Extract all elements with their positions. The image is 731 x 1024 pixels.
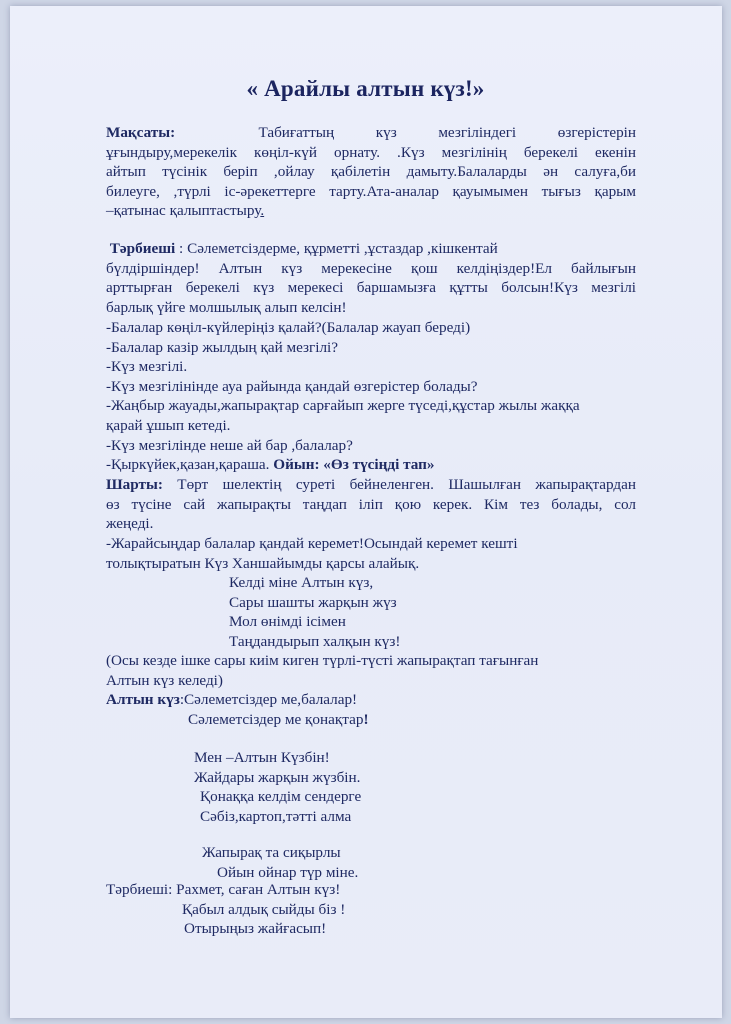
poem-autumn: [194, 748, 361, 826]
autumn-line-2-end: !: [363, 710, 369, 728]
dialogue-section: [106, 318, 636, 475]
poem-welcome-line-1: Келді міне Алтын күз,: [229, 574, 374, 591]
dialogue-line-2: -Балалар казір жылдың қай мезгілі?: [106, 338, 339, 356]
intro-line-3: арттырған берекелі күз мерекесі баршамызға құтты болсын!Күз мезгілі: [106, 279, 636, 297]
goal-line-4: билеуге, ,түрлі іс-әрекеттерге тарту.Ата-аналар қауымымен тығыз қарым: [106, 182, 636, 200]
autumn-line-2: Сәлеметсіздер ме қонақтар: [188, 710, 364, 728]
poem-leaves-line-1: Жапырақ та сиқырлы: [202, 844, 341, 861]
intro-line-2: бүлдіршіндер! Алтын күз мерекесіне қош келдіңіздер!Ел байлығын: [106, 259, 636, 277]
poem-welcome: [229, 573, 400, 651]
closing-line-3: Отырыңыз жайғасып!: [184, 920, 327, 938]
closing-section: [106, 880, 626, 939]
closing-label: Тәрбиеші:: [106, 881, 173, 898]
invite-line-1: -Жарайсыңдар балалар қандай керемет!Осындай керемет кешті: [106, 535, 518, 552]
goal-section: [106, 123, 636, 221]
goal-line-5-end: .: [260, 202, 265, 220]
intro-section: [106, 239, 636, 317]
dialogue-line-1: -Балалар көңіл-күйлеріңіз қалай?(Балалар жауап береді): [106, 319, 471, 336]
dialogue-line-6: қарай ұшып кетеді.: [106, 416, 231, 434]
autumn-label: Алтын күз: [106, 691, 180, 708]
stage-line-2: Алтын күз келеді): [106, 671, 223, 689]
autumn-speech: [106, 690, 636, 729]
dialogue-line-7: -Күз мезгілінде неше ай бар ,балалар?: [106, 436, 353, 454]
poem-leaves-line-2: Ойын ойнар түр міне.: [217, 863, 359, 881]
poem-welcome-line-2: Сары шашты жарқын жүз: [229, 593, 397, 611]
goal-line-2: ұғындыру,мерекелік көңіл-күй орнату. .Күз мезгілінің берекелі екенін: [106, 143, 636, 161]
poem-welcome-line-3: Мол өнімді ісімен: [229, 613, 346, 631]
rules-line-2: өз түсіне сай жапырақты таңдап іліп қою керек. Кім тез болады, сол: [106, 495, 636, 513]
dialogue-line-4: -Күз мезгілінінде ауа райында қандай өзгерістер болады?: [106, 377, 478, 395]
closing-line-2: Қабыл алдық сыйды біз !: [182, 900, 346, 918]
invite-section: [106, 534, 636, 573]
poem-autumn-line-3: Қонаққа келдім сендерге: [200, 788, 362, 806]
intro-line-4: барлық үйге молшылық алып келсін!: [106, 298, 347, 316]
rules-line-1: Төрт шелектің суреті бейнеленген. Шашылған жапырақтардан: [177, 476, 637, 493]
dialogue-line-5: -Жаңбыр жауады,жапырақтар сарғайып жерге түседі,құстар жылы жаққа: [106, 397, 580, 415]
goal-line-1: Табиғаттың күз мезгіліндегі өзгерістерін: [258, 124, 637, 141]
autumn-line-1: :Сәлеметсіздер ме,балалар!: [179, 691, 358, 708]
stage-line-1: (Осы кезде ішке сары киім киген түрлі-түсті жапырақтап тағынған: [106, 652, 539, 669]
goal-line-5: –қатынас қалыптастыру: [106, 202, 261, 220]
poem-leaves: [202, 843, 358, 882]
goal-label: Мақсаты:: [106, 124, 176, 141]
teacher-label: Тәрбиеші: [109, 240, 176, 257]
dialogue-line-3: -Күз мезгілі.: [106, 358, 188, 376]
goal-line-3: айтып түсінік беріп ,ойлау қабілетін дамыту.Балаларды ән салуға,би: [106, 163, 636, 181]
poem-autumn-line-1: Мен –Алтын Күзбін!: [194, 749, 330, 766]
game-title: Ойын: «Өз түсіңді тап»: [273, 456, 435, 474]
poem-welcome-line-4: Таңдандырып халқын күз!: [229, 632, 401, 650]
stage-direction: [106, 651, 636, 690]
poem-autumn-line-4: Сәбіз,картоп,тәтті алма: [200, 807, 352, 825]
invite-line-2: толықтыратын Күз Ханшайымды қарсы алайық.: [106, 554, 420, 572]
poem-autumn-line-2: Жайдары жарқын жүзбін.: [194, 768, 361, 786]
rules-section: [106, 475, 636, 534]
dialogue-line-8: -Қыркүйек,қазан,қараша.: [106, 456, 270, 474]
rules-label: Шарты:: [106, 476, 163, 493]
closing-line-1: Рахмет, саған Алтын күз!: [176, 881, 341, 898]
intro-line-1: : Сәлеметсіздерме, құрметті ,ұстаздар ,кішкентай: [179, 240, 498, 257]
document-title: « Арайлы алтын күз!»: [246, 76, 485, 101]
rules-line-3: жеңеді.: [106, 515, 154, 533]
